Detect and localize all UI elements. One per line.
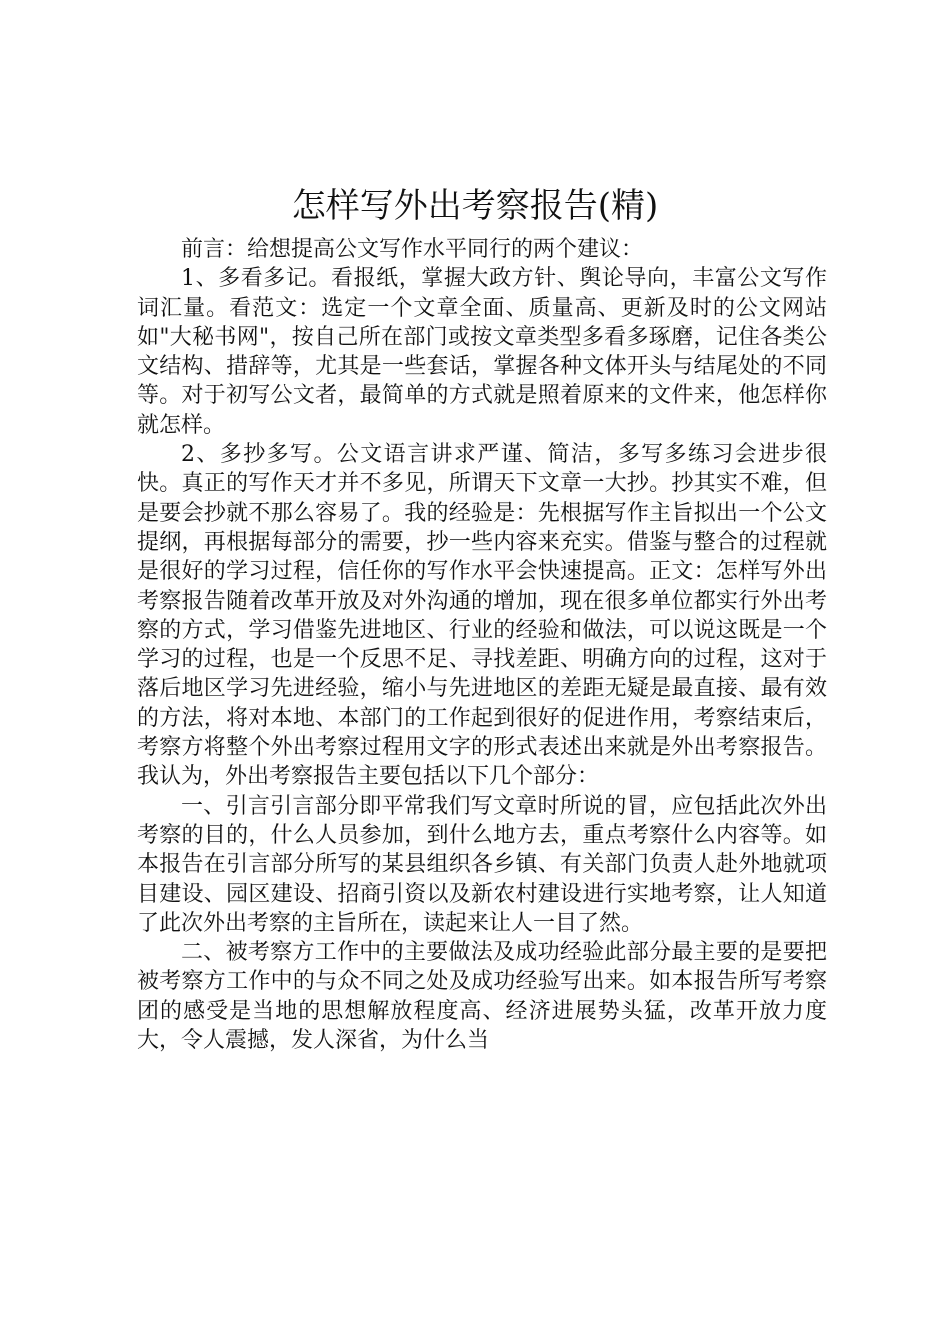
paragraph-section-1: 一、引言引言部分即平常我们写文章时所说的冒，应包括此次外出考察的目的，什么人员参加，到什么地方去，重点考察什么内容等。如本报告在引言部分所写的某县组织各乡镇、有关部门负责人赴外地就项目建设、园区建设、招商引资以及新农村建设进行实地考察，让人知道了此次外出考察的主旨所在，读起来让人一目了然。 [137,793,827,936]
document-body [137,235,827,1055]
paragraph-section-2: 二、被考察方工作中的主要做法及成功经验此部分最主要的是要把被考察方工作中的与众不同之处及成功经验写出来。如本报告所写考察团的感受是当地的思想解放程度高、经济进展势头猛，改革开放力度大，令人震撼，发人深省，为什么当 [137,940,827,1054]
paragraph-preface: 前言：给想提高公文写作水平同行的两个建议： [181,237,644,262]
document-title: 怎样写外出考察报告(精) [291,186,659,226]
paragraph-tip-2: 2、多抄多写。公文语言讲求严谨、简洁，多写多练习会进步很快。真正的写作天才并不多见，所谓天下文章一大抄。抄其实不难，但是要会抄就不那么容易了。我的经验是：先根据写作主旨拟出一个公文提纲，再根据每部分的需要，抄一些内容来充实。借鉴与整合的过程就是很好的学习过程，信任你的写作水平会快速提高。正文：怎样写外出考察报告随着改革开放及对外沟通的增加，现在很多单位都实行外出考察的方式，学习借鉴先进地区、行业的经验和做法，可以说这既是一个学习的过程，也是一个反思不足、寻找差距、明确方向的过程，这对于落后地区学习先进经验，缩小与先进地区的差距无疑是最直接、最有效的方法，将对本地、本部门的工作起到很好的促进作用，考察结束后，考察方将整个外出考察过程用文字的形式表述出来就是外出考察报告。我认为，外出考察报告主要包括以下几个部分： [137,442,827,790]
paragraph-tip-1: 1、多看多记。看报纸，掌握大政方针、舆论导向，丰富公文写作词汇量。看范文：选定一个文章全面、质量高、更新及时的公文网站如"大秘书网"，按自己所在部门或按文章类型多看多琢磨，记住各类公文结构、措辞等，尤其是一些套话，掌握各种文体开头与结尾处的不同等。对于初写公文者，最简单的方式就是照着原来的文件来，他怎样你就怎样。 [137,266,827,438]
